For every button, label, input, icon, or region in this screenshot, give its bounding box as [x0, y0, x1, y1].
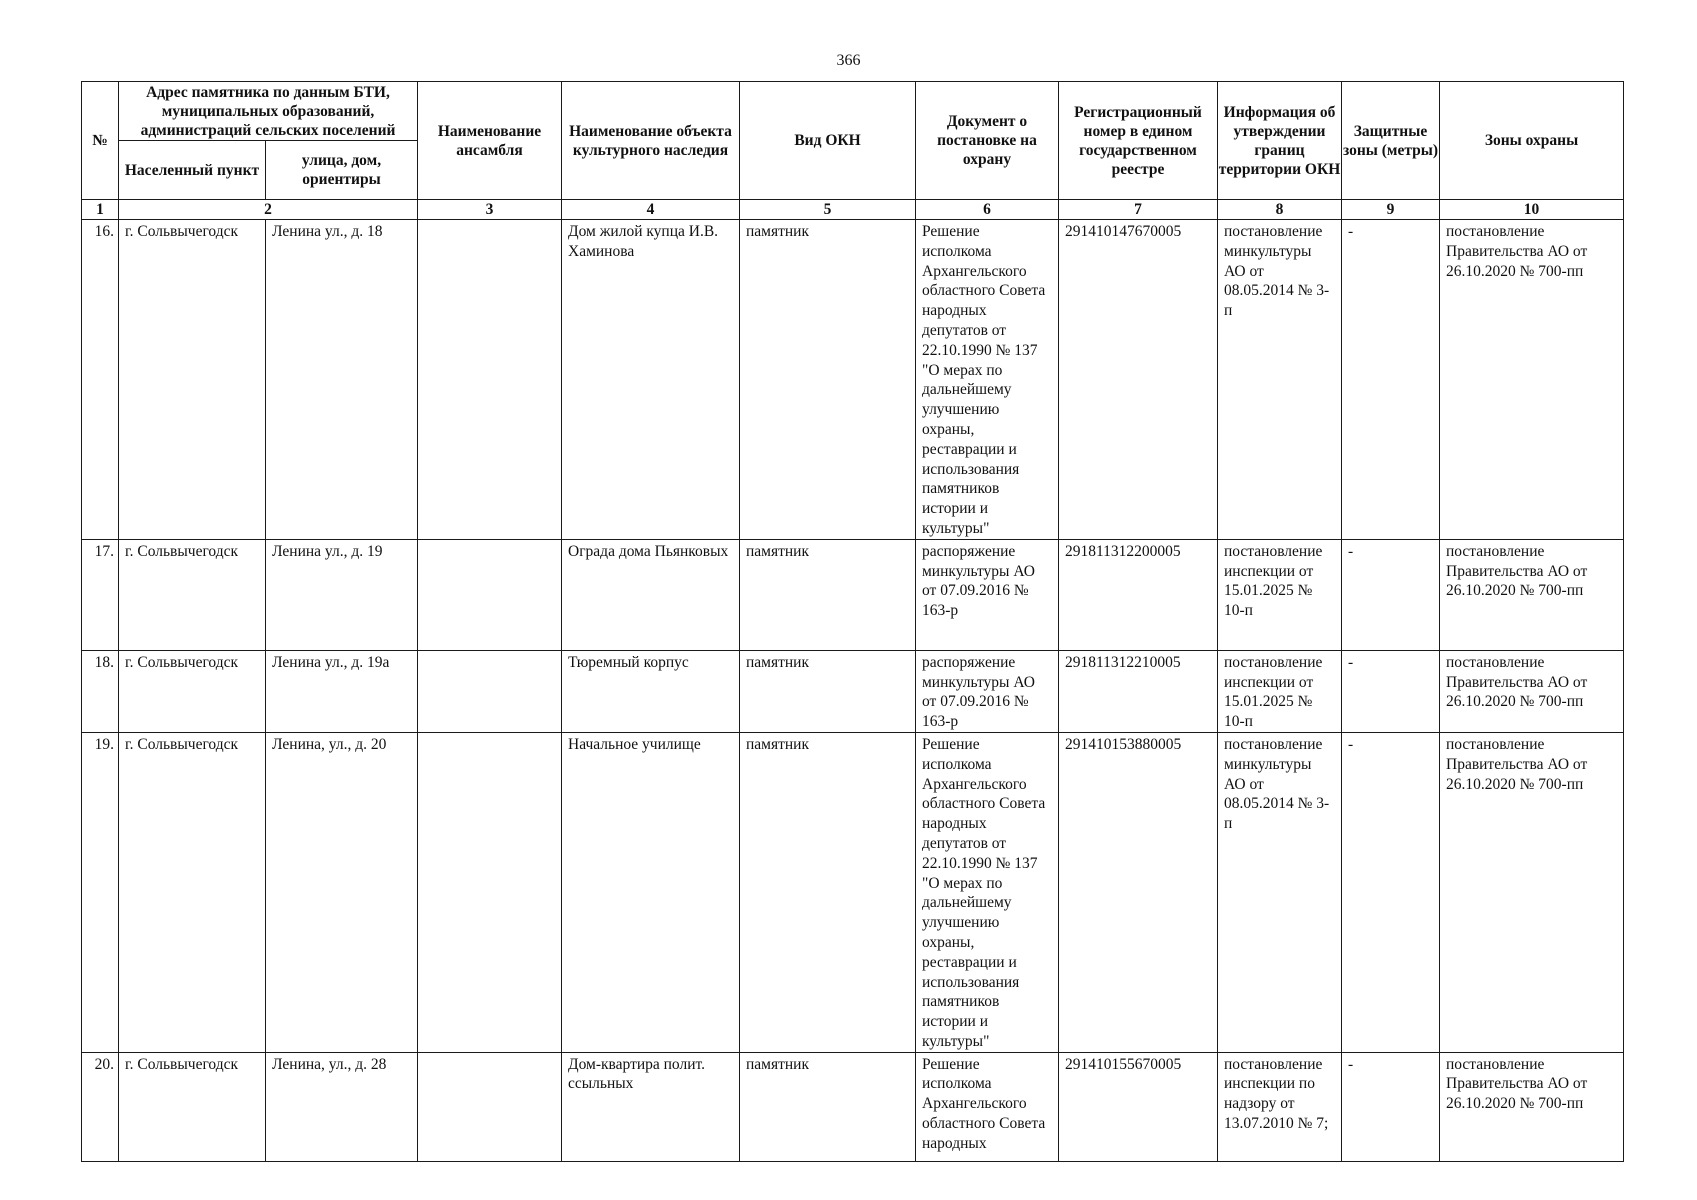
page-number: 366 [836, 52, 861, 69]
street-cell: Ленина, ул., д. 28 [266, 1052, 418, 1161]
protection-document-cell: Решение исполкома Архангельского областного Совета народных депутатов от 22.10.1990 № 137 "О мерах по дальнейшему улучшению охраны, реставрации и использования памятников истории и культуры" [916, 732, 1059, 1052]
object-name-cell: Дом-квартира полит. ссыльных [562, 1052, 740, 1161]
settlement-cell: г. Сольвычегодск [119, 1052, 266, 1161]
row-number: 16. [82, 220, 119, 540]
protection-document-cell: Решение исполкома Архангельского областного Совета народных депутатов от 22.10.1990 № 137 "О мерах по дальнейшему улучшению охраны, реставрации и использования памятников истории и культуры" [916, 220, 1059, 540]
object-name-cell: Тюремный корпус [562, 650, 740, 732]
object-name-cell: Дом жилой купца И.В. Хаминова [562, 220, 740, 540]
table-row [82, 539, 1624, 650]
column-number: 1 [82, 200, 119, 220]
column-number: 5 [740, 200, 916, 220]
column-number: 6 [916, 200, 1059, 220]
guard-zones-cell: постановление Правительства АО от 26.10.2020 № 700-пп [1440, 1052, 1624, 1161]
header-address-group: Адрес памятника по данным БТИ, муниципальных образований, администраций сельских поселений [119, 82, 418, 141]
settlement-cell: г. Сольвычегодск [119, 539, 266, 650]
guard-zones-cell: постановление Правительства АО от 26.10.2020 № 700-пп [1440, 732, 1624, 1052]
row-number: 20. [82, 1052, 119, 1161]
ensemble-cell [418, 1052, 562, 1161]
header-guard-zones: Зоны охраны [1440, 82, 1624, 200]
territory-info-cell: постановление минкультуры АО от 08.05.2014 № 3-п [1218, 220, 1342, 540]
header-ensemble: Наименование ансамбля [418, 82, 562, 200]
settlement-cell: г. Сольвычегодск [119, 732, 266, 1052]
monuments-table [81, 81, 1624, 1162]
column-number: 8 [1218, 200, 1342, 220]
header-object-name: Наименование объекта культурного наследия [562, 82, 740, 200]
protective-zones-cell: - [1342, 1052, 1440, 1161]
protective-zones-cell: - [1342, 732, 1440, 1052]
street-cell: Ленина ул., д. 18 [266, 220, 418, 540]
registry-number-cell: 291811312200005 [1059, 539, 1218, 650]
header-territory-info: Информация об утверждении границ территории ОКН [1218, 82, 1342, 200]
row-number: 19. [82, 732, 119, 1052]
territory-info-cell: постановление минкультуры АО от 08.05.2014 № 3-п [1218, 732, 1342, 1052]
header-registry-number: Регистрационный номер в едином государственном реестре [1059, 82, 1218, 200]
row-number: 18. [82, 650, 119, 732]
table-body [82, 220, 1624, 1162]
column-number: 10 [1440, 200, 1624, 220]
okn-type-cell: памятник [740, 539, 916, 650]
column-number: 9 [1342, 200, 1440, 220]
table-row [82, 650, 1624, 732]
ensemble-cell [418, 539, 562, 650]
object-name-cell: Ограда дома Пьянковых [562, 539, 740, 650]
guard-zones-cell: постановление Правительства АО от 26.10.2020 № 700-пп [1440, 650, 1624, 732]
street-cell: Ленина ул., д. 19 [266, 539, 418, 650]
table-row [82, 732, 1624, 1052]
header-street: улица, дом, ориентиры [266, 141, 418, 200]
header-protection-document: Документ о постановке на охрану [916, 82, 1059, 200]
territory-info-cell: постановление инспекции от 15.01.2025 № 10-п [1218, 539, 1342, 650]
protective-zones-cell: - [1342, 539, 1440, 650]
column-number-row [82, 200, 1624, 220]
guard-zones-cell: постановление Правительства АО от 26.10.2020 № 700-пп [1440, 220, 1624, 540]
ensemble-cell [418, 220, 562, 540]
okn-type-cell: памятник [740, 650, 916, 732]
protective-zones-cell: - [1342, 650, 1440, 732]
row-number: 17. [82, 539, 119, 650]
table-row [82, 1052, 1624, 1161]
okn-type-cell: памятник [740, 732, 916, 1052]
street-cell: Ленина ул., д. 19а [266, 650, 418, 732]
registry-number-cell: 291410153880005 [1059, 732, 1218, 1052]
header-number: № [82, 82, 119, 200]
ensemble-cell [418, 732, 562, 1052]
registry-number-cell: 291410155670005 [1059, 1052, 1218, 1161]
table-row [82, 220, 1624, 540]
protective-zones-cell: - [1342, 220, 1440, 540]
header-protective-zones: Защитные зоны (метры) [1342, 82, 1440, 200]
protection-document-cell: распоряжение минкультуры АО от 07.09.2016 № 163-р [916, 650, 1059, 732]
column-number: 7 [1059, 200, 1218, 220]
object-name-cell: Начальное училище [562, 732, 740, 1052]
column-number: 2 [119, 200, 418, 220]
header-okn-type: Вид ОКН [740, 82, 916, 200]
registry-number-cell: 291811312210005 [1059, 650, 1218, 732]
header-settlement: Населенный пункт [119, 141, 266, 200]
column-number: 4 [562, 200, 740, 220]
territory-info-cell: постановление инспекции по надзору от 13.07.2010 № 7; [1218, 1052, 1342, 1161]
settlement-cell: г. Сольвычегодск [119, 220, 266, 540]
street-cell: Ленина, ул., д. 20 [266, 732, 418, 1052]
okn-type-cell: памятник [740, 1052, 916, 1161]
ensemble-cell [418, 650, 562, 732]
okn-type-cell: памятник [740, 220, 916, 540]
table-header [82, 82, 1624, 220]
column-number: 3 [418, 200, 562, 220]
settlement-cell: г. Сольвычегодск [119, 650, 266, 732]
protection-document-cell: Решение исполкома Архангельского областного Совета народных [916, 1052, 1059, 1161]
guard-zones-cell: постановление Правительства АО от 26.10.2020 № 700-пп [1440, 539, 1624, 650]
protection-document-cell: распоряжение минкультуры АО от 07.09.2016 № 163-р [916, 539, 1059, 650]
registry-number-cell: 291410147670005 [1059, 220, 1218, 540]
territory-info-cell: постановление инспекции от 15.01.2025 № 10-п [1218, 650, 1342, 732]
